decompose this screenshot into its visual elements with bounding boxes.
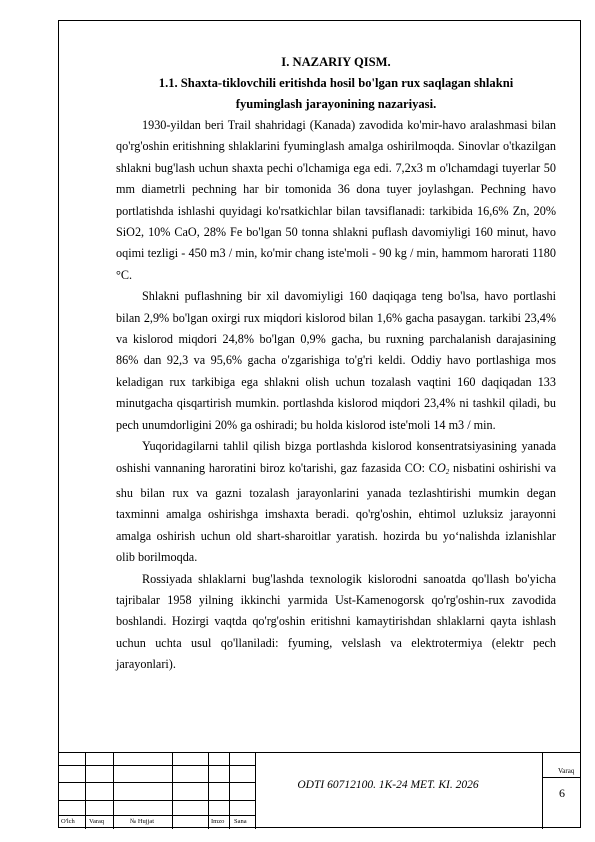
stamp-col-imzo: Imzo	[211, 818, 225, 825]
sheet-label: Varaq	[558, 767, 575, 775]
stamp-divider	[255, 753, 256, 829]
document-code: ODTI 60712100. 1K-24 MET. KI. 2026	[297, 779, 479, 791]
subsection-title-line1: 1.1. Shaxta-tiklovchili eritishda hosil bo'lgan rux saqlagan shlakni	[158, 76, 514, 90]
stamp-divider	[542, 753, 543, 829]
stamp-row-line	[542, 777, 581, 778]
stamp-row-line	[58, 800, 255, 801]
paragraph-3	[116, 436, 556, 568]
paragraph-1: 1930-yildan beri Trail shahridagi (Kanada) zavodida ko'mir-havo aralashmasi bilan qo'rg'oshin eritishning shlaklarini fyuminglash amalga oshirilmoqda. Sinovlar o'tkazilgan shlakni bug'lash uchun shaxta pechi o'lchamiga ega edi. 7,2x3 m o'lchamdagi tuyerlar 50 mm diametrli pechning har bir tomonida 36 dona tuyer joylashgan. Pechning havo portlatishda ishlashi quyidagi ko'rsatkichlar bilan tavsiflanadi: tarkibida 16,6% Zn, 20% SiO2, 10% CaO, 28% Fe bo'lgan 50 tonna shlakni puflash davomiyligi 160 minut, havo oqimi tezligi - 450 m3 / min, ko'mir chang iste'moli - 90 kg / min, hammom harorati 1180 °C.	[116, 118, 556, 282]
paragraph-3-text-start: Yuqoridagilarni tahlil qilish bizga portlashda kislorod konsentratsiyasining yanada oshishi vannaning haroratini biroz ko'tarishi, gaz fazasida CO: C	[116, 439, 556, 475]
paragraph-4: Rossiyada shlaklarni bug'lashda texnologik kislorodni sanoatda qo'llash bo'yicha tajribalar 1958 yilning ikkinchi yarmida Ust-Kamenogorsk qo'rg'oshin-rux zavodida boshlandi. Hozirgi vaqtda qo'rg'oshin eritishni kamaytirishdan shlaklarni qayta ishlash uchun uchta usul qo'llaniladi: fyuming, velslash va elektrotermiya (elektr pech jarayonlari).	[116, 571, 556, 672]
formula-o2: $O_2$	[436, 460, 450, 476]
subsection-title-line2: fyuminglash jarayonining nazariyasi.	[235, 97, 437, 111]
document-body	[116, 52, 556, 676]
title-block	[58, 752, 581, 829]
paragraph-3-text-end: nisbatini oshirishi va shu bilan rux va gazni tozalash jarayonlarini yanada tezlashtirishi mumkin degan taxminni amalga oshirishga imshaxta beradi. qo'rg'oshin, ehtimol uzluksiz jarayonni amalga oshirish uchun old shart-sharoitlar yaratish. hozirda bu yo‘nalishda izlanishlar olib borilmoqda.	[116, 460, 556, 565]
stamp-col-hujjat: № Hujjat	[130, 818, 155, 825]
stamp-col-sana: Sana	[234, 818, 247, 825]
stamp-col-olch: O'lch	[61, 818, 75, 825]
stamp-row-line	[58, 815, 255, 816]
section-title: I. NAZARIY QISM.	[281, 55, 391, 69]
stamp-row-line	[58, 782, 255, 783]
stamp-col-varaq: Varaq	[89, 818, 105, 825]
sheet-number: 6	[559, 786, 565, 800]
stamp-row-line	[58, 765, 255, 766]
paragraph-2: Shlakni puflashning bir xil davomiyligi 160 daqiqaga teng bo'lsa, havo portlashi bilan 2,9% bo'lgan oxirgi rux miqdori kislorod bilan 1,6% gacha pasaygan. tarkibi 23,4% va kislorod miqdori 24,8% bo'lgan 0,9% gacha, bu ruxning parchalanish darajasining 86% dan 92,3 va 95,6% gacha o'zgarishiga to'g'ri keldi. Oddiy havo portlashiga mos keladigan rux tarkibiga ega shlakni olish uchun tozalash vaqtini 160 daqiqadan 133 minutgacha qisqartirish mumkin. portlashda kislorod miqdori 23,4% ni tashkil qiladi, bu pech unumdorligini 20% ga oshiradi; bu holda kislorod iste'moli 14 m3 / min.	[116, 289, 556, 432]
